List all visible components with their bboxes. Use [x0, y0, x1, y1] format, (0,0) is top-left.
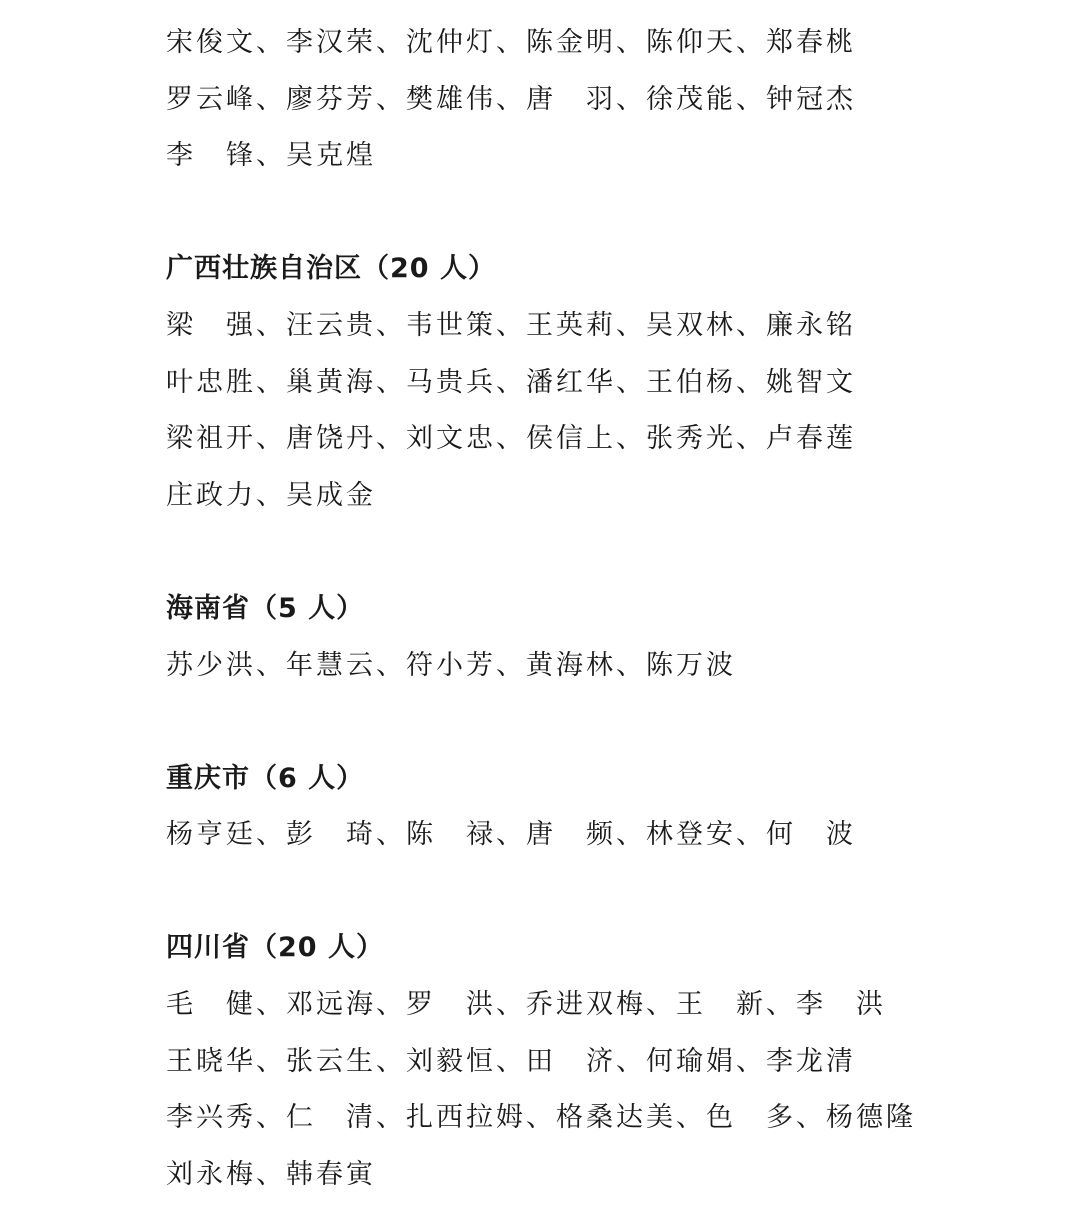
name-list-line: 宋俊文、李汉荣、沈仲灯、陈金明、陈仰天、郑春桃	[166, 27, 856, 58]
name-list-line: 庄政力、吴成金	[166, 480, 376, 511]
name-list-line: 李 锋、吴克煌	[166, 140, 376, 171]
section-heading-chongqing: 重庆市（6 人）	[166, 763, 365, 794]
name-list-line: 罗云峰、廖芬芳、樊雄伟、唐 羽、徐茂能、钟冠杰	[166, 84, 856, 115]
section-heading-sichuan: 四川省（20 人）	[166, 932, 384, 963]
name-list-line: 李兴秀、仁 清、扎西拉姆、格桑达美、色 多、杨德隆	[166, 1102, 916, 1133]
name-list-line: 王晓华、张云生、刘毅恒、田 济、何瑜娟、李龙清	[166, 1046, 856, 1077]
name-list-line: 梁 强、汪云贵、韦世策、王英莉、吴双林、廉永铭	[166, 310, 856, 341]
section-heading-guangxi: 广西壮族自治区（20 人）	[166, 253, 496, 284]
name-list-line: 杨亨廷、彭 琦、陈 禄、唐 频、林登安、何 波	[166, 819, 856, 850]
name-list-line: 叶忠胜、巢黄海、马贵兵、潘红华、王伯杨、姚智文	[166, 367, 856, 398]
name-list-line: 毛 健、邓远海、罗 洪、乔进双梅、王 新、李 洪	[166, 989, 886, 1020]
name-list-line: 刘永梅、韩春寅	[166, 1159, 376, 1190]
name-list-line: 梁祖开、唐饶丹、刘文忠、侯信上、张秀光、卢春莲	[166, 423, 856, 454]
name-list-line: 苏少洪、年慧云、符小芳、黄海林、陈万波	[166, 650, 736, 681]
section-heading-hainan: 海南省（5 人）	[166, 593, 365, 624]
